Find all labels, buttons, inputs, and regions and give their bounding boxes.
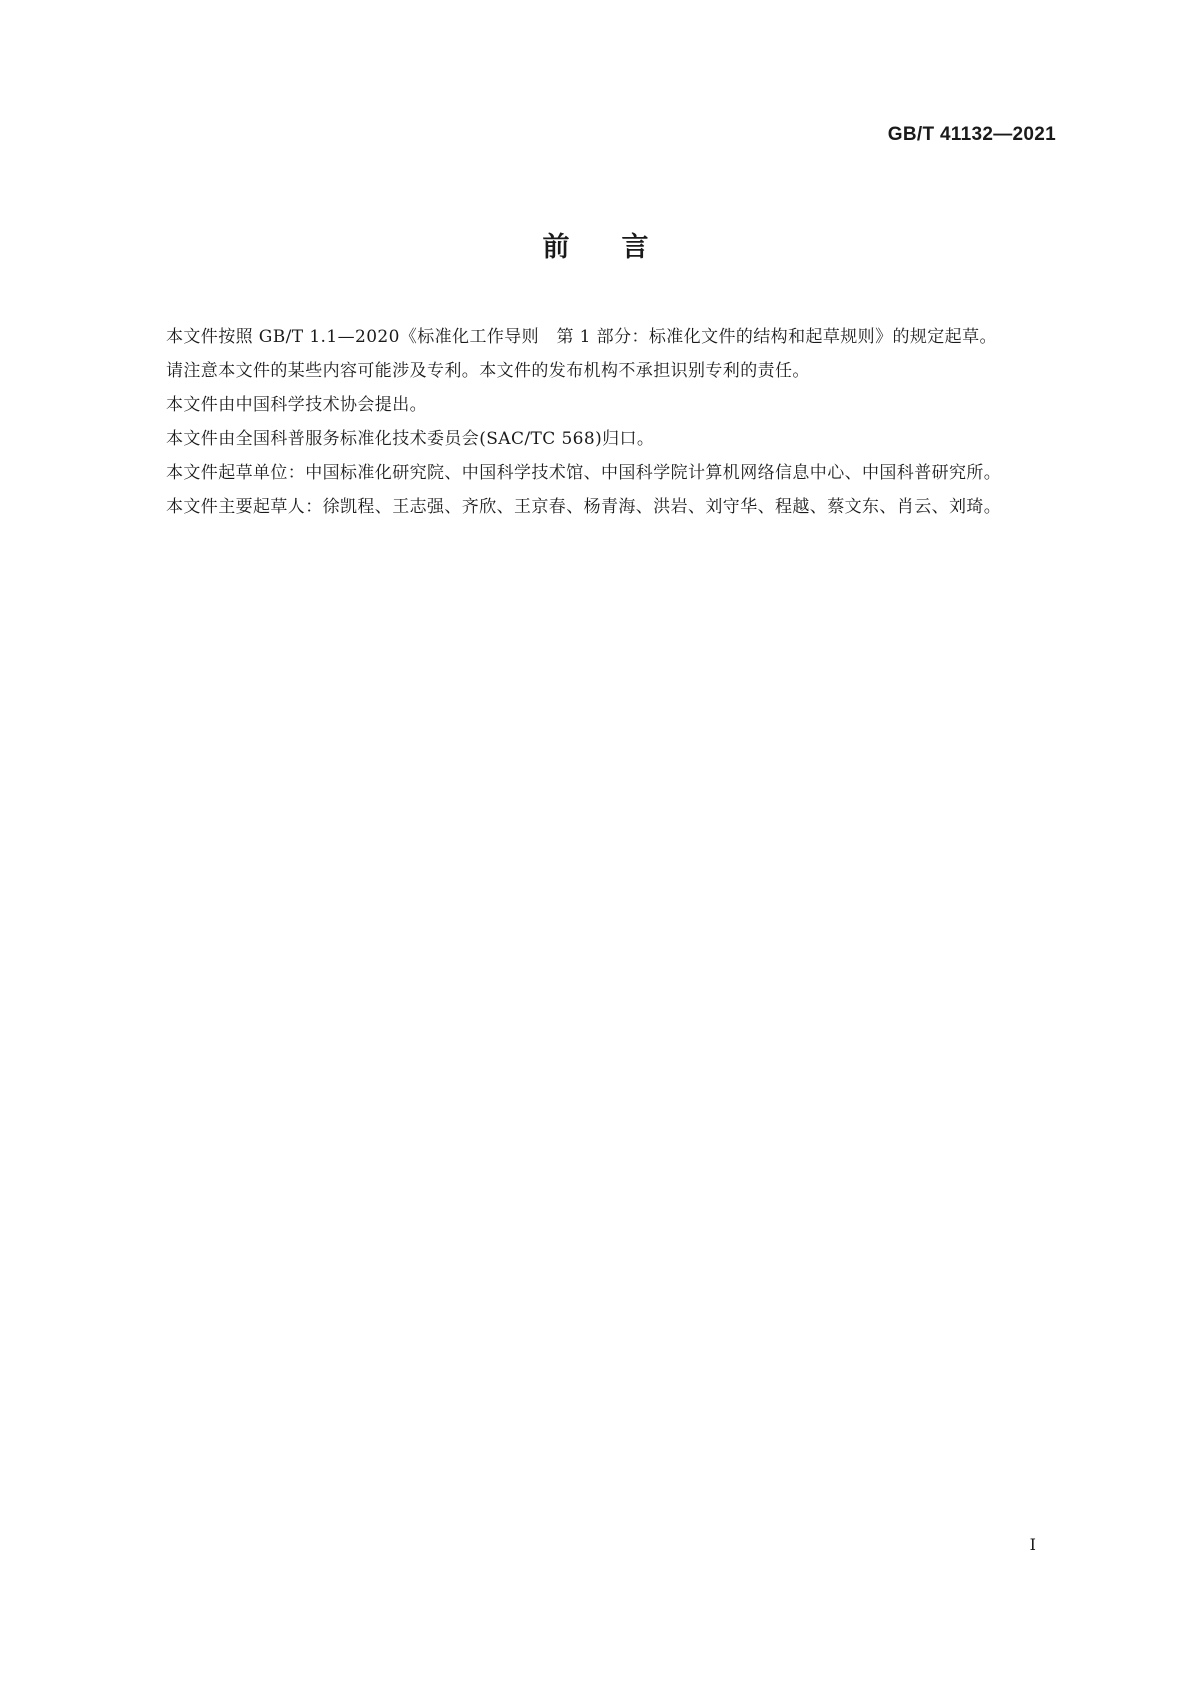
document-code: GB/T 41132—2021 [887,124,1056,145]
page-number: I [1029,1535,1036,1554]
paragraph-drafters: 本文件主要起草人：徐凯程、王志强、齐欣、王京春、杨青海、洪岩、刘守华、程越、蔡文东、肖云、刘琦。 [166,497,1002,517]
paragraph-committee: 本文件由全国科普服务标准化技术委员会(SAC/TC 568)归口。 [166,429,655,449]
paragraph-drafting-rules: 本文件按照 GB/T 1.1—2020《标准化工作导则 第 1 部分：标准化文件的结构和起草规则》的规定起草。 [166,327,997,347]
paragraph-drafting-units: 本文件起草单位：中国标准化研究院、中国科学技术馆、中国科学院计算机网络信息中心、中国科普研究所。 [166,463,1002,483]
paragraph-patent-notice: 请注意本文件的某些内容可能涉及专利。本文件的发布机构不承担识别专利的责任。 [166,361,810,381]
foreword-body [122,323,1062,527]
page-title: 前言 [542,232,701,263]
paragraph-proposer: 本文件由中国科学技术协会提出。 [166,395,427,415]
